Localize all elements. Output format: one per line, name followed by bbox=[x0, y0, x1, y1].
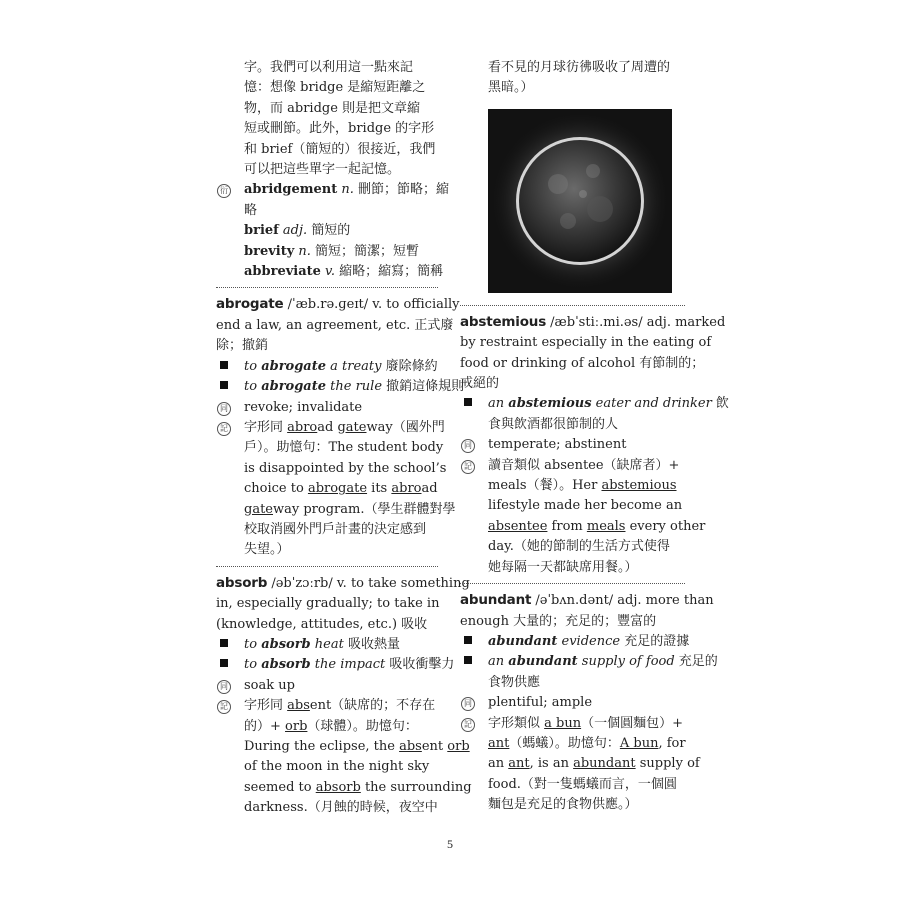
mnemonic-line: is disappointed by the school’s bbox=[244, 460, 447, 476]
eclipse-moon-image bbox=[488, 109, 672, 293]
synonym-marker-icon: 同 bbox=[460, 435, 480, 455]
mnemonic-line: day.（她的節制的生活方式使得 bbox=[488, 539, 670, 555]
text-line: 和 brief（簡短的）很接近，我們 bbox=[244, 141, 436, 157]
mnemonic-line: 麵包是充足的食物供應。） bbox=[488, 797, 638, 813]
text-line: 食與飲酒都很節制的人 bbox=[488, 416, 619, 432]
derivative-marker-icon: 衍 bbox=[216, 180, 236, 200]
text-line: in, especially gradually; to take in bbox=[216, 596, 440, 612]
example-item: abundant evidence 充足的證據 bbox=[460, 632, 685, 652]
mnemonic-line: 記 字形類似 a bun（一個圓麵包）+ bbox=[460, 714, 685, 734]
entry-divider bbox=[460, 583, 685, 584]
synonym-marker-icon: 同 bbox=[216, 676, 236, 696]
headword: abrogate bbox=[216, 296, 284, 313]
example-item: an abundant supply of food 充足的 bbox=[460, 652, 685, 672]
text-line: 看不見的月球彷彿吸收了周遭的 bbox=[488, 60, 671, 75]
entry-divider bbox=[216, 287, 438, 288]
mnemonic-line: of the moon in the night sky bbox=[244, 759, 430, 775]
bullet-square-icon bbox=[460, 652, 480, 672]
bullet-square-icon bbox=[216, 655, 236, 675]
mnemonic-line: seemed to absorb the surrounding bbox=[244, 779, 472, 795]
text-line: 戒絕的 bbox=[460, 376, 500, 392]
example-item: to absorb heat 吸收熱量 bbox=[216, 635, 438, 655]
mnemonic-line: 記 字形同 absent（缺席的；不存在 bbox=[216, 696, 438, 716]
synonym-line: 同 revoke; invalidate bbox=[216, 398, 438, 418]
text-line: (knowledge, attitudes, etc.) 吸收 bbox=[216, 616, 428, 632]
mnemonic-line: choice to abrogate its abroad bbox=[244, 481, 438, 497]
derivative-word: abridgement bbox=[244, 182, 338, 198]
mnemonic-line: 戶）。助憶句：The student body bbox=[244, 440, 444, 456]
synonym-line: 同 plentiful; ample bbox=[460, 693, 685, 713]
memory-marker-icon: 記 bbox=[460, 456, 480, 476]
synonym-marker-icon: 同 bbox=[460, 693, 480, 713]
text-line: 字。我們可以利用這一點來記 bbox=[244, 60, 414, 75]
entry-headline: absorb /əbˈzɔːrb/ v. to take something bbox=[216, 574, 470, 591]
mnemonic-line: 她每隔一天都缺席用餐。） bbox=[488, 559, 638, 575]
bullet-square-icon bbox=[216, 377, 236, 397]
synonym-line: 同 temperate; abstinent bbox=[460, 435, 685, 455]
bullet-square-icon bbox=[216, 635, 236, 655]
mnemonic-line: 校取消國外門戶計畫的決定感到 bbox=[244, 521, 427, 537]
example-item: to absorb the impact 吸收衝擊力 bbox=[216, 655, 438, 675]
mnemonic-line: 記 讀音類似 absentee（缺席者）+ bbox=[460, 456, 685, 476]
memory-marker-icon: 記 bbox=[216, 418, 236, 438]
bullet-square-icon bbox=[460, 394, 480, 414]
page-number: 5 bbox=[447, 837, 453, 851]
mnemonic-line: 失望。） bbox=[244, 542, 290, 558]
entry-divider bbox=[460, 305, 685, 306]
text-line: food or drinking of alcohol 有節制的； bbox=[460, 355, 705, 371]
entry-headline: abstemious /æbˈstiː.mi.əs/ adj. marked bbox=[460, 313, 726, 330]
example-item: to abrogate a treaty 廢除條約 bbox=[216, 357, 438, 377]
text-line: 憶：想像 bridge 是縮短距離之 bbox=[244, 80, 426, 96]
mnemonic-line: 的）+ orb（球體）。助憶句： bbox=[244, 718, 418, 734]
headword: abundant bbox=[460, 592, 532, 609]
entry-divider bbox=[216, 566, 438, 567]
entry-headline: abundant /əˈbʌn.dənt/ adj. more than bbox=[460, 592, 714, 609]
mnemonic-line: darkness.（月蝕的時候，夜空中 bbox=[244, 800, 438, 816]
entry-headline: abrogate /ˈæb.rə.ɡeɪt/ v. to officially bbox=[216, 296, 460, 313]
derivative-entry: 衍 abridgement n. 刪節；節略；縮 bbox=[216, 180, 438, 200]
headword: absorb bbox=[216, 574, 268, 591]
derivative-entry: brevity n. 簡短；簡潔；短暫 bbox=[244, 243, 420, 259]
synonym-line: 同 soak up bbox=[216, 676, 438, 696]
mnemonic-line: meals（餐）。Her abstemious bbox=[488, 478, 677, 494]
mnemonic-line: food.（對一隻螞蟻而言，一個圓 bbox=[488, 776, 677, 792]
text-line: 物，而 abridge 則是把文章縮 bbox=[244, 100, 421, 116]
mnemonic-line: 記 字形同 abroad gateway（國外門 bbox=[216, 418, 438, 438]
derivative-entry: brief adj. 簡短的 bbox=[244, 223, 351, 239]
mnemonic-line: ant（螞蟻）。助憶句：A bun, for bbox=[488, 735, 686, 751]
text-line: 短或刪節。此外，bridge 的字形 bbox=[244, 121, 435, 137]
mnemonic-line: During the eclipse, the absent orb bbox=[244, 739, 470, 754]
text-line: 食物供應 bbox=[488, 674, 541, 690]
memory-marker-icon: 記 bbox=[460, 714, 480, 734]
bullet-square-icon bbox=[216, 357, 236, 377]
mnemonic-line: absentee from meals every other bbox=[488, 518, 706, 534]
example-item: an abstemious eater and drinker 飲 bbox=[460, 394, 685, 414]
text-line: enough 大量的；充足的；豐富的 bbox=[460, 613, 657, 629]
text-line: 黑暗。） bbox=[488, 80, 534, 96]
bullet-square-icon bbox=[460, 632, 480, 652]
headword: abstemious bbox=[460, 313, 547, 330]
mnemonic-line: lifestyle made her become an bbox=[488, 498, 683, 514]
text-line: end a law, an agreement, etc. 正式廢 bbox=[216, 317, 454, 333]
example-item: to abrogate the rule 撤銷這條規則 bbox=[216, 377, 438, 397]
memory-marker-icon: 記 bbox=[216, 696, 236, 716]
left-column bbox=[216, 58, 472, 819]
mnemonic-line: gateway program.（學生群體對學 bbox=[244, 501, 456, 517]
text-line: 除；撤銷 bbox=[216, 338, 269, 354]
text-line: 略 bbox=[244, 202, 258, 218]
synonym-marker-icon: 同 bbox=[216, 398, 236, 418]
text-line: by restraint especially in the eating of bbox=[460, 335, 712, 351]
mnemonic-line: an ant, is an abundant supply of bbox=[488, 756, 700, 772]
derivative-entry: abbreviate v. 縮略；縮寫；簡稱 bbox=[244, 264, 444, 280]
right-column bbox=[460, 58, 729, 816]
text-line: 可以把這些單字一起記憶。 bbox=[244, 162, 401, 178]
